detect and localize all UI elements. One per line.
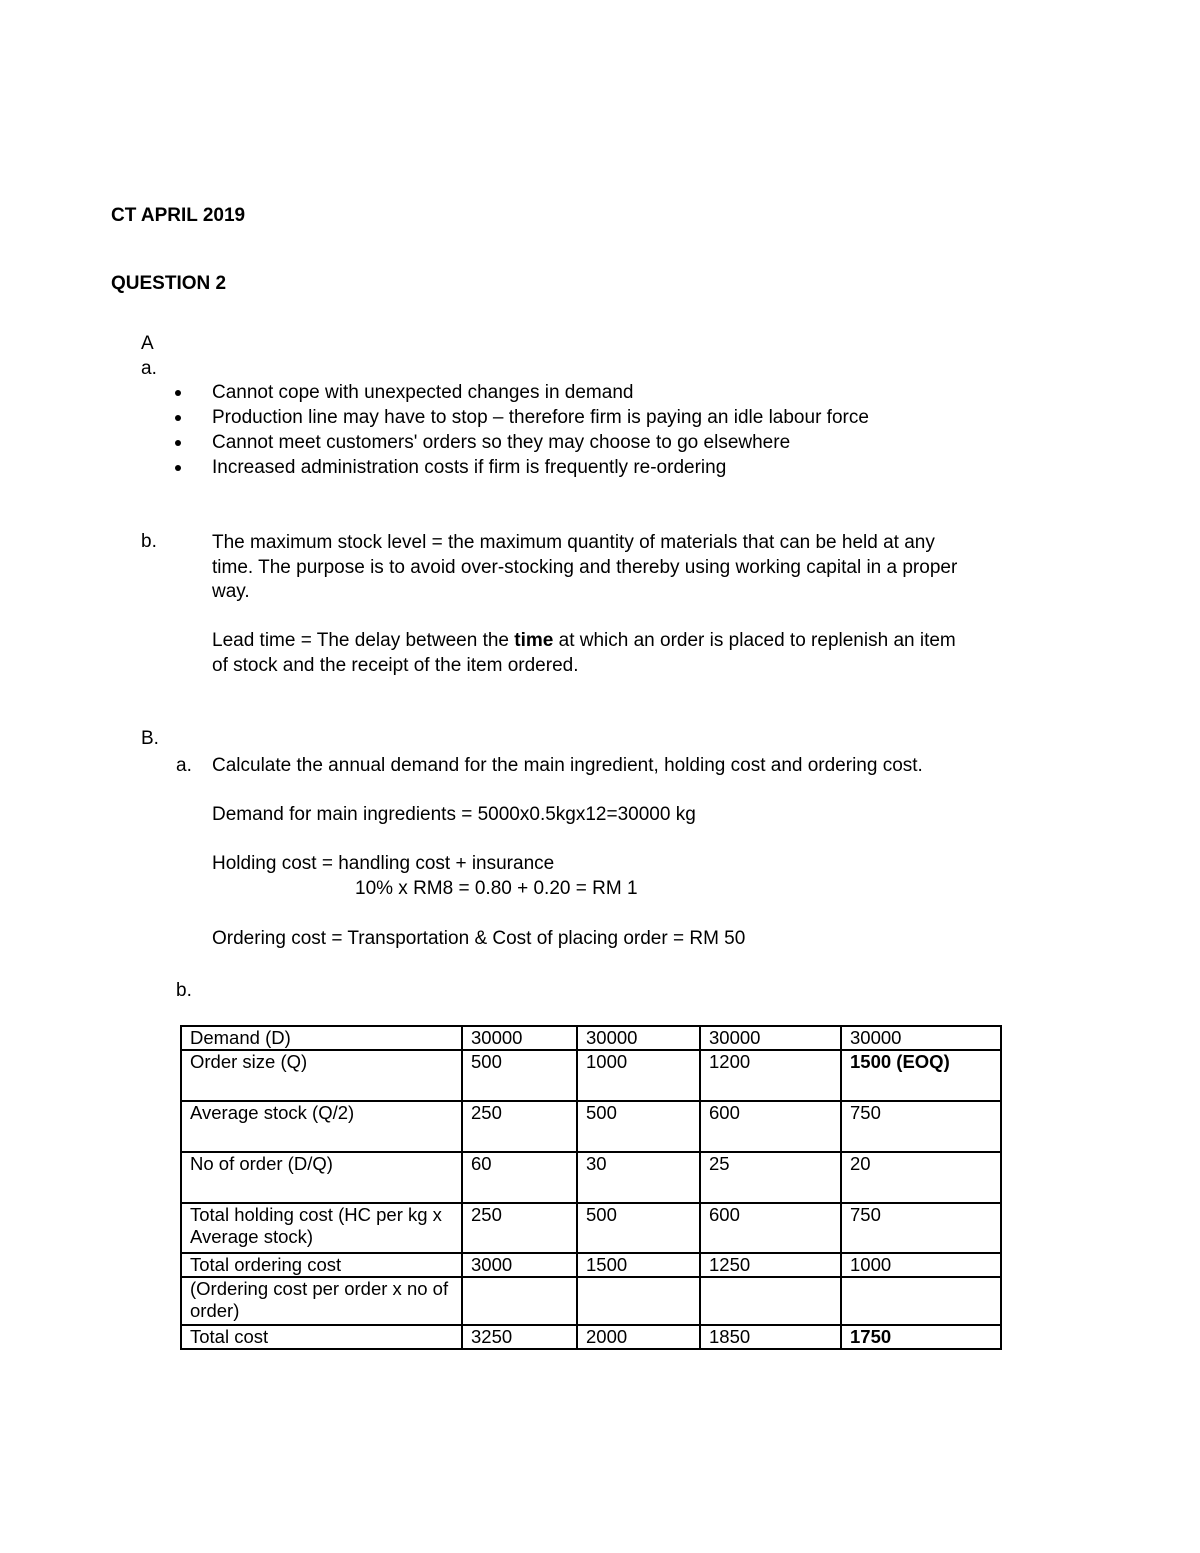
table-cell: 500 xyxy=(462,1050,577,1101)
eoq-cell: 1500 (EOQ) xyxy=(841,1050,1001,1101)
section-a-part-b-label: b. xyxy=(141,531,157,552)
table-cell: 3250 xyxy=(462,1325,577,1349)
table-cell: 600 xyxy=(700,1101,841,1152)
section-b-question: Calculate the annual demand for the main ingredient, holding cost and ordering cost. xyxy=(212,755,923,776)
table-cell xyxy=(577,1277,700,1325)
table-cell: 500 xyxy=(577,1101,700,1152)
row-label: (Ordering cost per order x no of order) xyxy=(181,1277,462,1325)
table-cell: 250 xyxy=(462,1101,577,1152)
table-row xyxy=(181,1101,1001,1152)
table-cell: 30000 xyxy=(577,1026,700,1050)
row-label: Order size (Q) xyxy=(181,1050,462,1101)
maximum-stock-paragraph xyxy=(212,531,1072,605)
section-b-part-a-label: a. xyxy=(176,755,192,776)
row-label: Demand (D) xyxy=(181,1026,462,1050)
eoq-table xyxy=(180,1025,1002,1350)
table-cell: 3000 xyxy=(462,1253,577,1277)
table-cell: 1000 xyxy=(577,1050,700,1101)
table-cell: 30000 xyxy=(841,1026,1001,1050)
row-label: Average stock (Q/2) xyxy=(181,1101,462,1152)
list-item: Production line may have to stop – therefore firm is paying an idle labour force xyxy=(166,405,869,430)
table-cell: 750 xyxy=(841,1101,1001,1152)
table-cell: 250 xyxy=(462,1203,577,1253)
list-item: Increased administration costs if firm is frequently re-ordering xyxy=(166,455,869,480)
list-item: Cannot meet customers' orders so they may choose to go elsewhere xyxy=(166,430,869,455)
row-label: Total ordering cost xyxy=(181,1253,462,1277)
min-total-cost-cell: 1750 xyxy=(841,1325,1001,1349)
table-cell: 500 xyxy=(577,1203,700,1253)
table-cell: 60 xyxy=(462,1152,577,1203)
table-cell: 30 xyxy=(577,1152,700,1203)
para-line: of stock and the receipt of the item ordered. xyxy=(212,654,579,676)
holding-cost-line: Holding cost = handling cost + insurance xyxy=(212,853,555,874)
para-line: The maximum stock level = the maximum quantity of materials that can be held at any xyxy=(212,532,935,553)
lead-time-paragraph xyxy=(212,629,1072,678)
section-a-part-a-label: a. xyxy=(141,358,157,379)
document-title: CT APRIL 2019 xyxy=(111,205,246,226)
row-label: Total cost xyxy=(181,1325,462,1349)
ordering-cost-line: Ordering cost = Transportation & Cost of placing order = RM 50 xyxy=(212,928,746,949)
bullet-icon xyxy=(175,440,181,446)
disadvantages-list xyxy=(166,380,869,480)
table-cell: 1850 xyxy=(700,1325,841,1349)
row-label: No of order (D/Q) xyxy=(181,1152,462,1203)
holding-cost-calculation: 10% x RM8 = 0.80 + 0.20 = RM 1 xyxy=(355,878,638,899)
table-cell: 750 xyxy=(841,1203,1001,1253)
table-row xyxy=(181,1253,1001,1277)
table-cell: 25 xyxy=(700,1152,841,1203)
text: Lead time = The delay between the xyxy=(212,630,515,651)
table-cell: 1500 xyxy=(577,1253,700,1277)
table-row xyxy=(181,1026,1001,1050)
section-b-part-b-label: b. xyxy=(176,980,192,1001)
table-row xyxy=(181,1325,1001,1349)
bullet-icon xyxy=(175,415,181,421)
table-cell: 2000 xyxy=(577,1325,700,1349)
list-item: Cannot cope with unexpected changes in demand xyxy=(166,380,869,405)
table-row xyxy=(181,1050,1001,1101)
bullet-icon xyxy=(175,390,181,396)
table-cell: 600 xyxy=(700,1203,841,1253)
table-cell: 30000 xyxy=(700,1026,841,1050)
para-line: way. xyxy=(212,581,250,602)
table-cell xyxy=(700,1277,841,1325)
table-row xyxy=(181,1203,1001,1253)
row-label: Total holding cost (HC per kg x Average stock) xyxy=(181,1203,462,1253)
table-cell xyxy=(462,1277,577,1325)
bullet-icon xyxy=(175,465,181,471)
table-cell: 20 xyxy=(841,1152,1001,1203)
question-heading: QUESTION 2 xyxy=(111,273,227,294)
table-row xyxy=(181,1277,1001,1325)
para-line xyxy=(212,629,1072,654)
section-b-label: B. xyxy=(141,728,159,749)
table-cell: 1250 xyxy=(700,1253,841,1277)
table-cell: 1200 xyxy=(700,1050,841,1101)
text: at which an order is placed to replenish an item xyxy=(553,630,956,651)
table-cell: 30000 xyxy=(462,1026,577,1050)
table-cell: 1000 xyxy=(841,1253,1001,1277)
demand-calculation: Demand for main ingredients = 5000x0.5kgx12=30000 kg xyxy=(212,804,696,825)
para-line: time. The purpose is to avoid over-stocking and thereby using working capital in a proper xyxy=(212,556,958,578)
table-cell xyxy=(841,1277,1001,1325)
table-row xyxy=(181,1152,1001,1203)
section-a-label: A xyxy=(141,333,154,354)
bold-text: time xyxy=(514,630,554,651)
